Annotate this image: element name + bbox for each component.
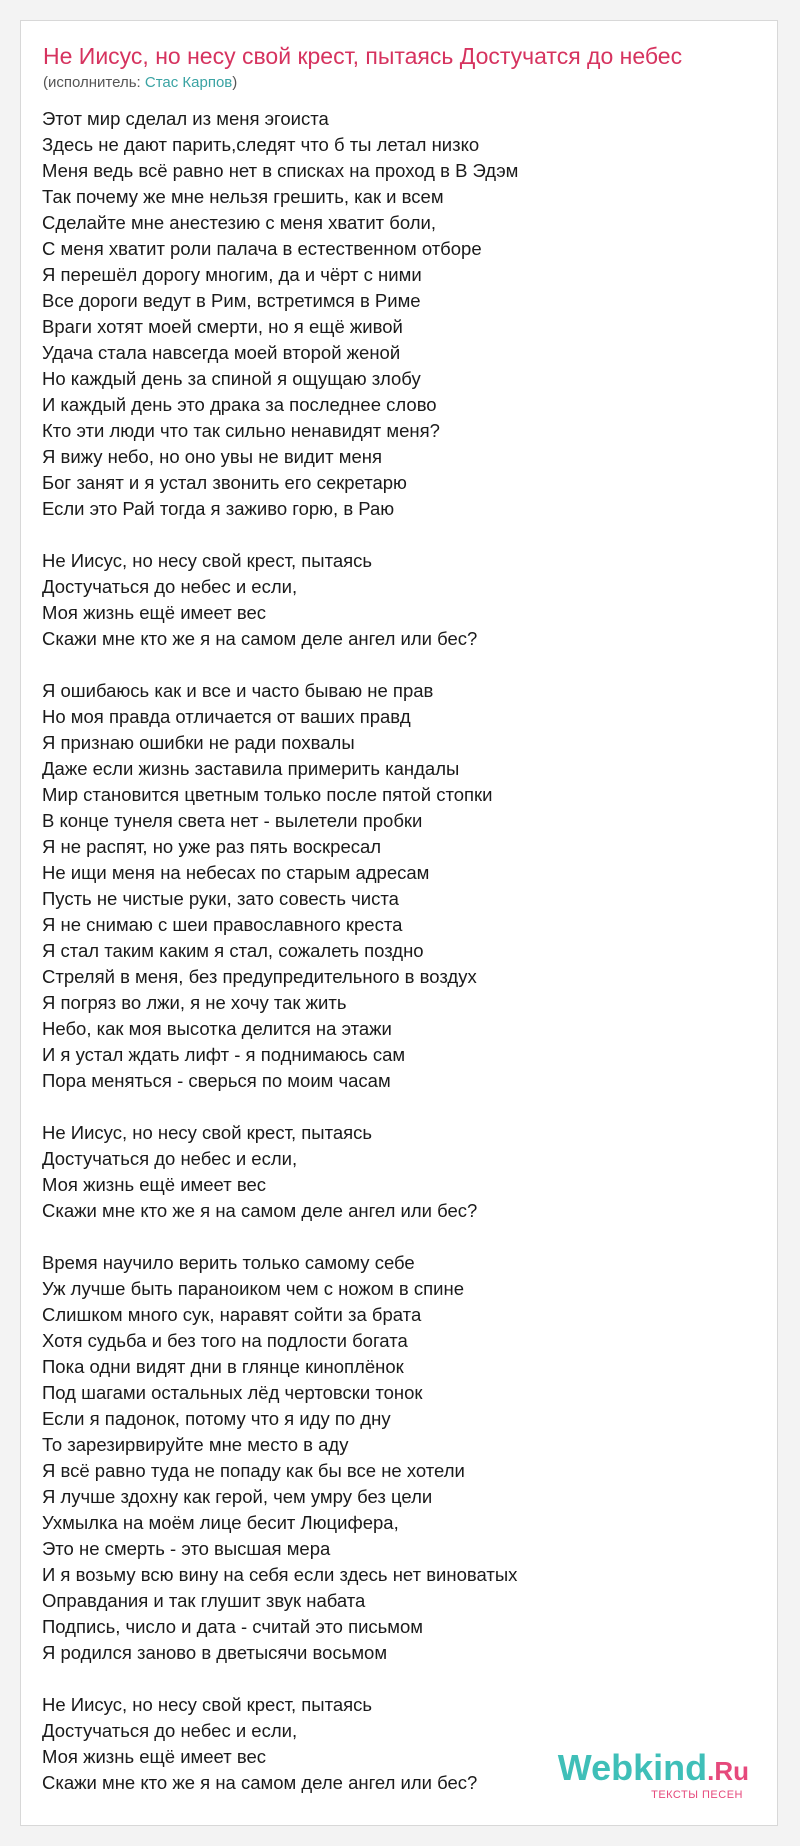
lyric-line: Достучаться до небес и если, (42, 1148, 298, 1169)
lyric-line: Я всё равно туда не попаду как бы все не хотели (42, 1460, 465, 1481)
lyric-line: Я родился заново в дветысячи восьмом (42, 1642, 388, 1663)
byline-prefix: (исполнитель: (43, 74, 145, 91)
logo-suffix: .Ru (707, 1756, 749, 1786)
lyric-line: И я возьму всю вину на себя если здесь нет виноватых (42, 1564, 518, 1585)
lyric-line: Под шагами остальных лёд чертовски тонок (42, 1382, 423, 1403)
lyrics-card (20, 20, 778, 1826)
lyric-line: Скажи мне кто же я на самом деле ангел или бес? (42, 628, 478, 649)
lyrics-stanza (42, 678, 742, 1094)
lyric-line: Этот мир сделал из меня эгоиста (42, 108, 329, 129)
lyric-line: Небо, как моя высотка делится на этажи (42, 1018, 392, 1039)
lyric-line: Я не снимаю с шеи православного креста (42, 914, 403, 935)
lyric-line: Не Иисус, но несу свой крест, пытаясь (42, 1122, 373, 1143)
lyric-line: Я стал таким каким я стал, сожалеть поздно (42, 940, 424, 961)
lyric-line: Не ищи меня на небесах по старым адресам (42, 862, 430, 883)
lyric-line: Здесь не дают парить,следят что б ты летал низко (42, 134, 480, 155)
lyric-line: Я ошибаюсь как и все и часто бываю не прав (42, 680, 434, 701)
lyric-line: Скажи мне кто же я на самом деле ангел или бес? (42, 1200, 478, 1221)
lyric-line: С меня хватит роли палача в естественном отборе (42, 238, 482, 259)
lyrics-stanza (42, 1120, 742, 1224)
logo-tagline: ТЕКСТЫ ПЕСЕН (651, 1789, 743, 1801)
lyric-line: Подпись, число и дата - считай это письмом (42, 1616, 424, 1637)
lyric-line: Моя жизнь ещё имеет вес (42, 1174, 266, 1195)
artist-link[interactable]: Стас Карпов (144, 74, 233, 91)
lyric-line: Хотя судьба и без того на подлости богата (42, 1330, 408, 1351)
lyric-line: Кто эти люди что так сильно ненавидят меня? (42, 420, 440, 441)
lyric-line: Не Иисус, но несу свой крест, пытаясь (42, 1694, 373, 1715)
lyric-line: Моя жизнь ещё имеет вес (42, 602, 266, 623)
lyric-line: Я лучше здохну как герой, чем умру без цели (42, 1486, 433, 1507)
lyric-line: Если я падонок, потому что я иду по дну (42, 1408, 391, 1429)
lyric-line: Оправдания и так глушит звук набата (42, 1590, 366, 1611)
lyric-line: Я перешёл дорогу многим, да и чёрт с ними (42, 264, 422, 285)
lyrics-body (42, 106, 742, 1822)
lyric-line: Бог занят и я устал звонить его секретарю (42, 472, 407, 493)
lyric-line: Мир становится цветным только после пятой стопки (42, 784, 493, 805)
lyric-line: И каждый день это драка за последнее слово (42, 394, 437, 415)
lyric-line: Пока одни видят дни в глянце киноплёнок (42, 1356, 404, 1377)
song-title: Не Иисус, но несу свой крест, пытаясь Достучатся до небес (43, 43, 683, 69)
lyric-line: Стреляй в меня, без предупредительного в воздух (42, 966, 477, 987)
lyric-line: Пусть не чистые руки, зато совесть чиста (42, 888, 399, 909)
lyric-line: Сделайте мне анестезию с меня хватит боли, (42, 212, 437, 233)
lyric-line: Но моя правда отличается от ваших правд (42, 706, 411, 727)
lyric-line: Если это Рай тогда я заживо горю, в Раю (42, 498, 395, 519)
lyric-line: Пора меняться - сверься по моим часам (42, 1070, 391, 1091)
lyric-line: Это не смерть - это высшая мера (42, 1538, 331, 1559)
lyric-line: Время научило верить только самому себе (42, 1252, 415, 1273)
lyric-line: Удача стала навсегда моей второй женой (42, 342, 401, 363)
byline-suffix: ) (232, 74, 238, 91)
site-logo[interactable] (557, 1747, 749, 1801)
lyric-line: Слишком много сук, наравят сойти за брата (42, 1304, 422, 1325)
lyric-line: Враги хотят моей смерти, но я ещё живой (42, 316, 403, 337)
lyric-line: Все дороги ведут в Рим, встретимся в Риме (42, 290, 421, 311)
lyric-line: Я вижу небо, но оно увы не видит меня (42, 446, 382, 467)
lyrics-stanza (42, 106, 742, 522)
lyric-line: Даже если жизнь заставила примерить кандалы (42, 758, 460, 779)
lyric-line: Достучаться до небес и если, (42, 1720, 298, 1741)
lyric-line: Так почему же мне нельзя грешить, как и всем (42, 186, 444, 207)
lyric-line: Уж лучше быть параноиком чем с ножом в спине (42, 1278, 464, 1299)
lyric-line: Но каждый день за спиной я ощущаю злобу (42, 368, 421, 389)
lyric-line: Не Иисус, но несу свой крест, пытаясь (42, 550, 373, 571)
logo-wordmark (557, 1747, 749, 1789)
logo-main-text: Webkind (557, 1747, 708, 1788)
lyric-line: То зарезирвируйте мне место в аду (42, 1434, 349, 1455)
lyric-line: Я не распят, но уже раз пять воскресал (42, 836, 382, 857)
lyric-line: В конце тунеля света нет - вылетели пробки (42, 810, 423, 831)
lyric-line: Я погряз во лжи, я не хочу так жить (42, 992, 347, 1013)
lyric-line: Ухмылка на моём лице бесит Люцифера, (42, 1512, 399, 1533)
lyric-line: Достучаться до небес и если, (42, 576, 298, 597)
artist-byline (43, 74, 237, 91)
lyric-line: Скажи мне кто же я на самом деле ангел или бес? (42, 1772, 478, 1793)
lyrics-stanza (42, 548, 742, 652)
lyric-line: И я устал ждать лифт - я поднимаюсь сам (42, 1044, 406, 1065)
lyric-line: Меня ведь всё равно нет в списках на проход в В Эдэм (42, 160, 519, 181)
lyric-line: Моя жизнь ещё имеет вес (42, 1746, 266, 1767)
lyrics-stanza (42, 1250, 742, 1666)
lyric-line: Я признаю ошибки не ради похвалы (42, 732, 355, 753)
